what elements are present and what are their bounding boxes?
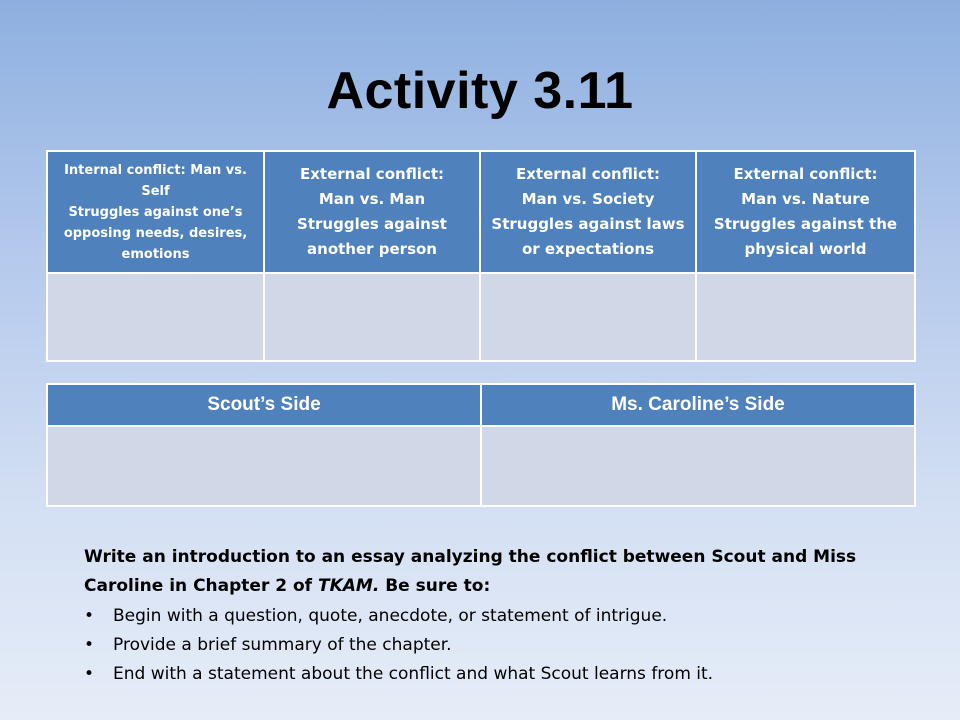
table-cell-empty[interactable] <box>47 426 481 506</box>
header-external-man-vs-man <box>264 151 480 273</box>
header-line: Man vs. Society <box>521 190 655 208</box>
list-item-text: Begin with a question, quote, anecdote, or statement of intrigue. <box>113 606 668 626</box>
header-line: Internal conflict: Man vs. Self <box>64 162 247 199</box>
bullet-icon: • <box>84 635 95 655</box>
list-item-text: End with a statement about the conflict and what Scout learns from it. <box>113 664 714 684</box>
intro-text-end: Be sure to: <box>379 576 491 596</box>
instructions-bullet-list <box>84 602 904 689</box>
list-item-text: Provide a brief summary of the chapter. <box>113 635 452 655</box>
table-cell-empty[interactable] <box>481 426 915 506</box>
list-item <box>84 602 904 631</box>
table-cell-empty[interactable] <box>480 273 696 361</box>
header-ms-carolines-side: Ms. Caroline’s Side <box>481 384 915 426</box>
header-external-man-vs-nature <box>696 151 915 273</box>
instructions-intro <box>84 543 904 601</box>
conflict-header-row <box>47 151 915 273</box>
header-line: External conflict: <box>515 165 661 183</box>
header-line: External conflict: <box>299 165 445 183</box>
table-cell-empty[interactable] <box>696 273 915 361</box>
header-internal-man-vs-self <box>47 151 264 273</box>
header-line: External conflict: <box>733 165 878 183</box>
intro-text: Write an introduction to an essay analyzing the conflict between Scout and Miss Caroline in Chapter 2 of <box>84 547 857 596</box>
conflict-body-row <box>47 273 915 361</box>
header-line: Struggles against one’s opposing needs, desires, emotions <box>63 204 248 262</box>
slide-title: Activity 3.11 <box>326 62 634 120</box>
header-line: Struggles against laws or expectations <box>491 215 685 258</box>
sides-table <box>46 383 916 507</box>
bullet-icon: • <box>84 606 95 626</box>
instructions-block <box>84 543 904 689</box>
sides-header-row <box>47 384 915 426</box>
header-line: Struggles against the physical world <box>713 215 898 258</box>
header-scouts-side: Scout’s Side <box>47 384 481 426</box>
list-item <box>84 631 904 660</box>
header-line: Man vs. Nature <box>741 190 870 208</box>
header-line: Man vs. Man <box>318 190 426 208</box>
table-cell-empty[interactable] <box>47 273 264 361</box>
list-item <box>84 660 904 689</box>
book-title-abbrev: TKAM. <box>317 576 380 596</box>
header-line: Struggles against another person <box>297 215 447 258</box>
table-cell-empty[interactable] <box>264 273 480 361</box>
sides-body-row <box>47 426 915 506</box>
bullet-icon: • <box>84 664 95 684</box>
header-external-man-vs-society <box>480 151 696 273</box>
conflict-types-table <box>46 150 916 362</box>
